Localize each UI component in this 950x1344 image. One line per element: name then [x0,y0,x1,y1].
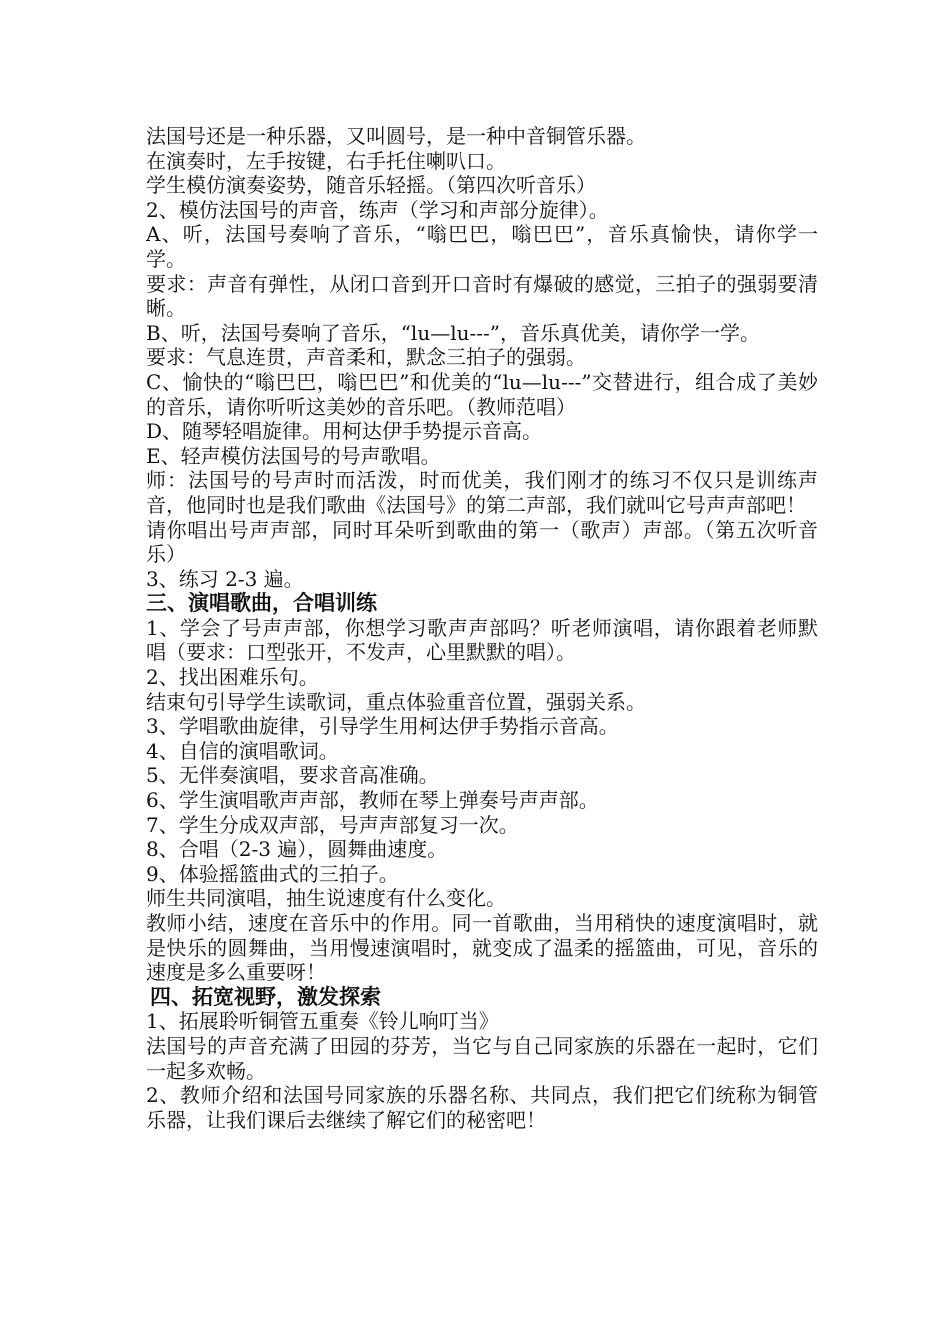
paragraph: 请你唱出号声声部，同时耳朵听到歌曲的第一（歌声）声部。（第五次听音乐） [146,517,818,567]
paragraph: 师生共同演唱，抽生说速度有什么变化。 [146,886,506,911]
section-heading-3: 三、演唱歌曲，合唱训练 [146,591,377,616]
paragraph: 要求：气息连贯，声音柔和，默念三拍子的强弱。 [146,345,586,370]
paragraph: 1、学会了号声声部，你想学习歌声声部吗？听老师演唱，请你跟着老师默唱（要求：口型张开，不发声，心里默默的唱）。 [146,615,818,665]
paragraph: 8、合唱（2-3 遍），圆舞曲速度。 [146,837,448,862]
paragraph: C、愉快的“嗡巴巴，嗡巴巴”和优美的“lu—lu---”交替进行，组合成了美妙的音乐，请你听听这美妙的音乐吧。（教师范唱） [146,369,818,419]
paragraph: 师：法国号的号声时而活泼，时而优美，我们刚才的练习不仅只是训练声音，他同时也是我们歌曲《法国号》的第二声部，我们就叫它号声声部吧！ [146,468,818,517]
document-body [146,124,818,1132]
paragraph: E、轻声模仿法国号的号声歌唱。 [146,443,441,468]
paragraph: 5、无伴奏演唱，要求音高准确。 [146,763,439,788]
paragraph: B、听，法国号奏响了音乐，“lu—lu---”，音乐真优美，请你学一学。 [146,320,760,345]
paragraph: 学生模仿演奏姿势，随音乐轻摇。（第四次听音乐） [146,173,596,198]
paragraph: 法国号还是一种乐器，又叫圆号，是一种中音铜管乐器。 [146,124,646,148]
paragraph: 要求：声音有弹性，从闭口音到开口音时有爆破的感觉，三拍子的强弱要清晰。 [146,271,818,321]
paragraph: D、随琴轻唱旋律。用柯达伊手势提示音高。 [146,419,543,444]
section-heading-4: 四、拓宽视野，激发探索 [150,984,381,1009]
paragraph: A、听，法国号奏响了音乐，“嗡巴巴，嗡巴巴”，音乐真愉快，请你学一学。 [146,222,818,271]
paragraph: 结束句引导学生读歌词，重点体验重音位置，强弱关系。 [146,689,646,714]
paragraph: 3、练习 2-3 遍。 [146,566,304,591]
paragraph: 6、学生演唱歌声声部，教师在琴上弹奏号声声部。 [146,788,599,813]
paragraph: 1、拓展聆听铜管五重奏《铃儿响叮当》 [146,1009,499,1034]
paragraph: 2、模仿法国号的声音，练声（学习和声部分旋律）。 [146,197,609,222]
paragraph: 教师小结，速度在音乐中的作用。同一首歌曲，当用稍快的速度演唱时，就是快乐的圆舞曲，当用慢速演唱时，就变成了温柔的摇篮曲，可见，音乐的速度是多么重要呀！ [146,911,818,985]
paragraph: 9、体验摇篮曲式的三拍子。 [146,861,399,886]
paragraph: 法国号的声音充满了田园的芬芳，当它与自己同家族的乐器在一起时，它们一起多欢畅。 [146,1033,818,1083]
paragraph: 7、学生分成双声部，号声声部复习一次。 [146,812,519,837]
paragraph: 2、教师介绍和法国号同家族的乐器名称、共同点，我们把它们统称为铜管乐器，让我们课后去继续了解它们的秘密吧！ [146,1083,818,1132]
paragraph: 2、找出困难乐句。 [146,665,319,690]
paragraph: 4、自信的演唱歌词。 [146,738,339,763]
paragraph: 3、学唱歌曲旋律，引导学生用柯达伊手势指示音高。 [146,714,619,739]
paragraph: 在演奏时，左手按键，右手托住喇叭口。 [146,148,506,173]
